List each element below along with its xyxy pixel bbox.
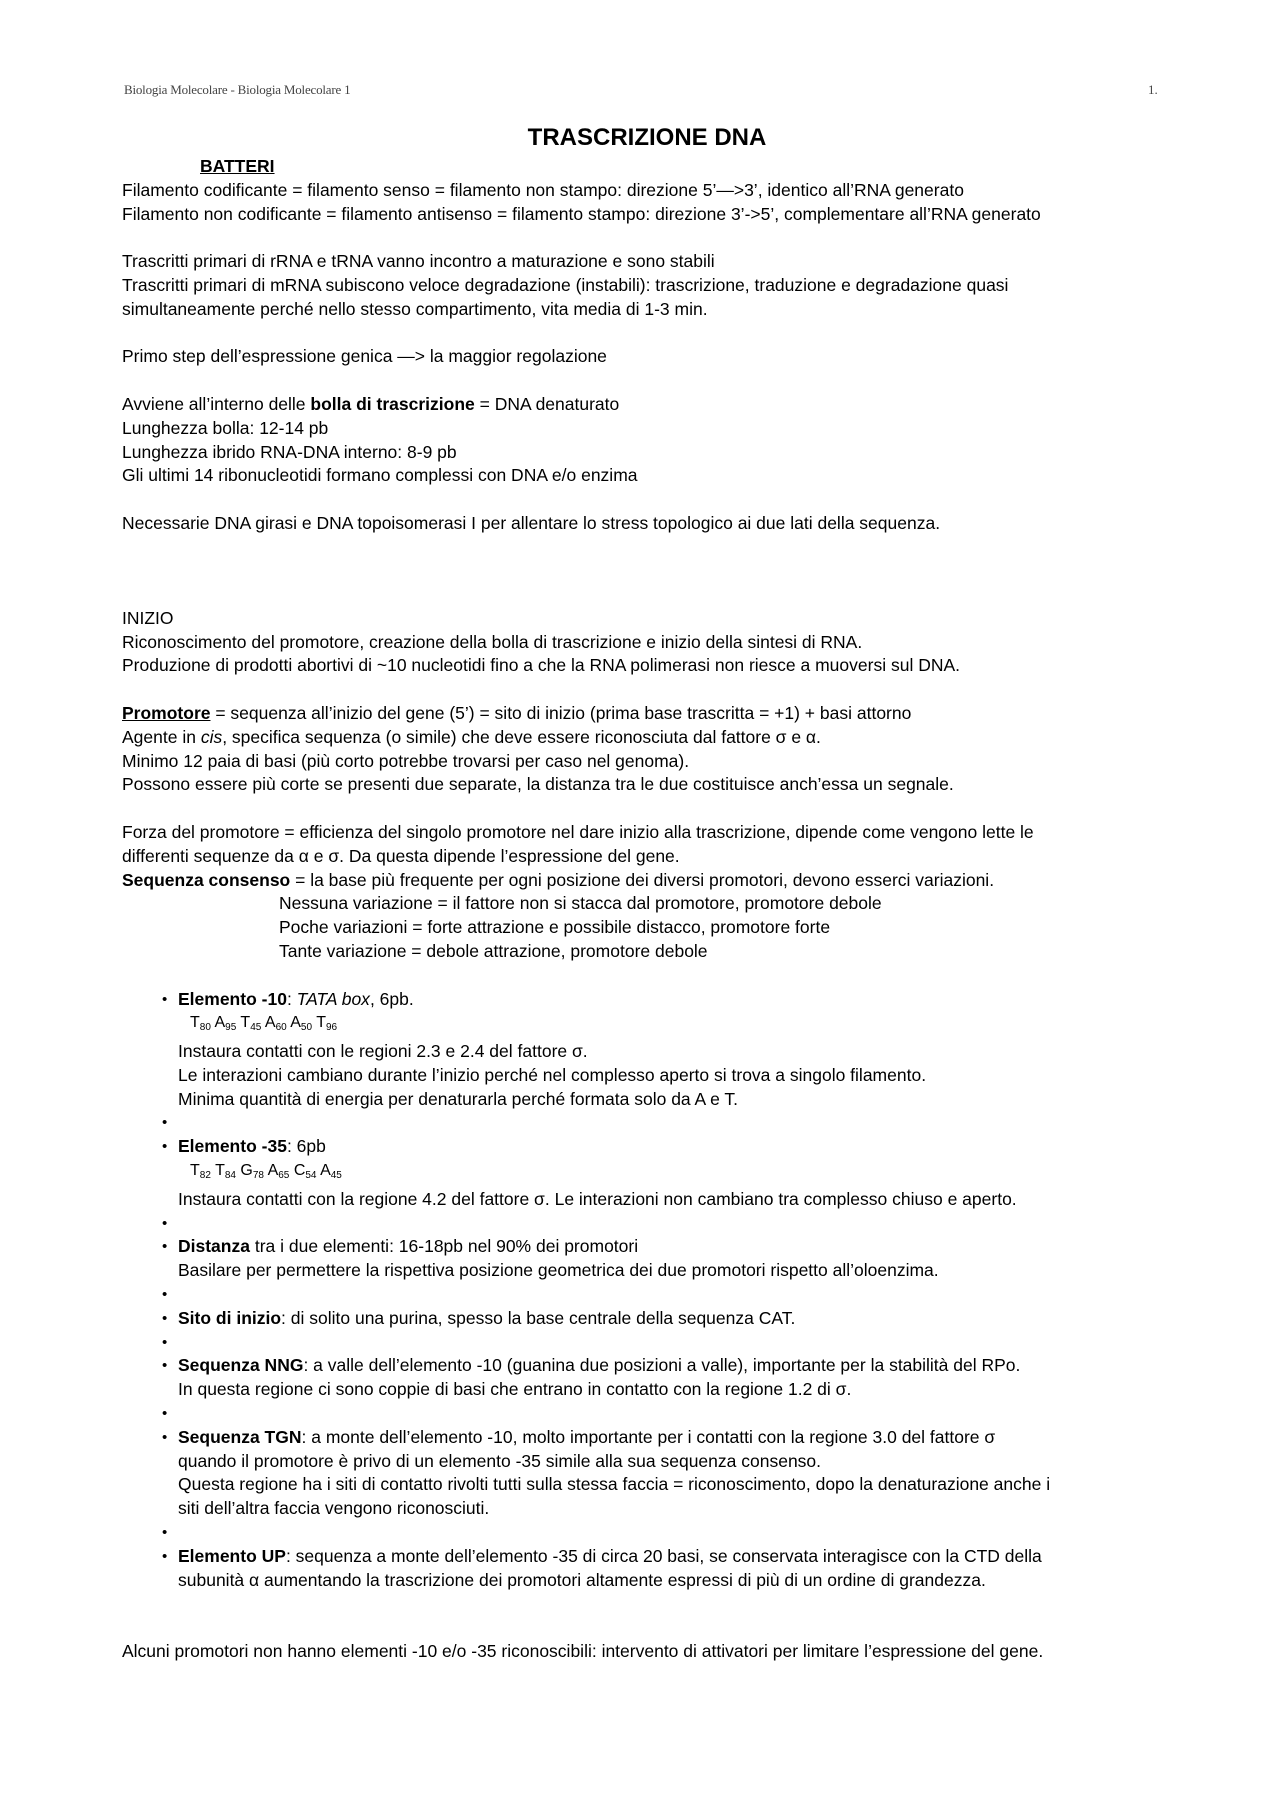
list-item: • Elemento UP: sequenza a monte dell’elemento -35 di circa 20 basi, se conservata interagisce con la CTD della subunità α aumentando la trascrizione dei promotori altamente espressi di più di un ordine di grandezza.: [122, 1545, 1172, 1593]
paragraph-line: Avviene all’interno delle bolla di trascrizione = DNA denaturato: [122, 393, 620, 414]
bold-term: Promotore: [122, 702, 211, 723]
list-item: • Sequenza NNG: a valle dell’elemento -10 (guanina due posizioni a valle), importante per la stabilità del RPo. In questa regione ci sono coppie di basi che entrano in contatto con la regione 1.2 di σ.: [122, 1354, 1172, 1402]
paragraph-line: Trascritti primari di rRNA e tRNA vanno incontro a maturazione e sono stabili: [122, 251, 715, 272]
indented-line: Tante variazione = debole attrazione, promotore debole: [279, 940, 708, 961]
section-subtitle: BATTERI: [200, 156, 275, 176]
consensus-sequence: $T_{80}$ $A_{95}$ $T_{45}$ $A_{60}$ $A_{50}$ $T_{96}$: [190, 1014, 338, 1034]
paragraph-line: differenti sequenze da α e σ. Da questa dipende l’espressione del gene.: [122, 845, 680, 866]
bold-term: Sequenza consenso: [122, 869, 291, 890]
bullet-list: [122, 988, 1172, 1593]
bold-term: Elemento -35: [178, 1136, 287, 1157]
paragraph-line: Produzione di prodotti abortivi di ~10 nucleotidi fino a che la RNA polimerasi non riesce a muoversi sul DNA.: [122, 655, 961, 676]
paragraph-line: Lunghezza ibrido RNA-DNA interno: 8-9 pb: [122, 441, 457, 462]
list-item: • Elemento -35: 6pb $T_{82}$ $T_{84}$ $G_{78}$ $A_{65}$ $C_{54}$ $A_{45}$ Instaura contatti con la regione 4.2 del fattore σ. Le interazioni non cambiano tra complesso chiuso e aperto.: [122, 1135, 1172, 1211]
page-number: 1.: [1148, 82, 1158, 97]
paragraph-line: Minimo 12 paia di basi (più corto potrebbe trovarsi per caso nel genoma).: [122, 750, 690, 771]
bold-term: Elemento -10: [178, 988, 287, 1009]
paragraph-line: Filamento codificante = filamento senso = filamento non stampo: direzione 5’—>3’, identico all’RNA generato: [122, 179, 964, 200]
paragraph-line: Agente in cis, specifica sequenza (o simile) che deve essere riconosciuta dal fattore σ e α.: [122, 726, 821, 747]
paragraph-line: Primo step dell’espressione genica —> la maggior regolazione: [122, 346, 607, 367]
list-item: • Sequenza TGN: a monte dell’elemento -10, molto importante per i contatti con la regione 3.0 del fattore σ quando il promotore è privo di un elemento -35 simile alla sua sequenza consenso. Questa regione ha i siti di contatto rivolti tutti sulla stessa faccia = riconoscimento, dopo la denaturazione anche i siti dell’altra faccia vengono riconosciuti.: [122, 1426, 1172, 1521]
paragraph-line: Riconoscimento del promotore, creazione della bolla di trascrizione e inizio della sintesi di RNA.: [122, 631, 863, 652]
page-title: TRASCRIZIONE DNA: [527, 124, 767, 151]
paragraph-line: Possono essere più corte se presenti due separate, la distanza tra le due costituisce anch’essa un segnale.: [122, 774, 954, 795]
paragraph-line: Promotore = sequenza all’inizio del gene (5’) = sito di inizio (prima base trascritta = +1) + basi attorno: [122, 702, 912, 723]
paragraph-line: Necessarie DNA girasi e DNA topoisomerasi I per allentare lo stress topologico ai due lati della sequenza.: [122, 512, 941, 533]
bold-term: Distanza: [178, 1236, 250, 1257]
list-item: • Elemento -10: TATA box, 6pb. $T_{80}$ $A_{95}$ $T_{45}$ $A_{60}$ $A_{50}$ $T_{96}$ Instaura contatti con le regioni 2.3 e 2.4 del fattore σ. Le interazioni cambiano durante l’inizio perché nel complesso aperto si trova a singolo filamento. Minima quantità di energia per denaturarla perché formata solo da A e T.: [122, 988, 1172, 1112]
paragraph-line: simultaneamente perché nello stesso compartimento, vita media di 1-3 min.: [122, 298, 708, 319]
paragraph-line: Lunghezza bolla: 12-14 pb: [122, 417, 329, 438]
bold-term: Sito di inizio: [178, 1307, 282, 1328]
bold-term: Sequenza TGN: [178, 1426, 302, 1447]
paragraph-line: Gli ultimi 14 ribonucleotidi formano complessi con DNA e/o enzima: [122, 465, 638, 486]
consensus-sequence: $T_{82}$ $T_{84}$ $G_{78}$ $A_{65}$ $C_{54}$ $A_{45}$: [190, 1162, 342, 1182]
paragraph-line: Filamento non codificante = filamento antisenso = filamento stampo: direzione 3’->5’, complementare all’RNA generato: [122, 203, 1041, 224]
indented-line: Poche variazioni = forte attrazione e possibile distacco, promotore forte: [279, 917, 831, 938]
list-item: • Sito di inizio: di solito una purina, spesso la base centrale della sequenza CAT.: [122, 1307, 1172, 1331]
bold-term: Elemento UP: [178, 1545, 286, 1566]
paragraph-line: Alcuni promotori non hanno elementi -10 e/o -35 riconoscibili: intervento di attivatori per limitare l’espressione del gene.: [122, 1641, 1044, 1662]
paragraph-line: Trascritti primari di mRNA subiscono veloce degradazione (instabili): trascrizione, traduzione e degradazione quasi: [122, 274, 1009, 295]
paragraph-line: Sequenza consenso = la base più frequente per ogni posizione dei diversi promotori, devono esserci variazioni.: [122, 869, 995, 890]
paragraph-line: Forza del promotore = efficienza del singolo promotore nel dare inizio alla trascrizione, dipende come vengono lette le: [122, 821, 1034, 842]
list-item: • Distanza tra i due elementi: 16-18pb nel 90% dei promotori Basilare per permettere la rispettiva posizione geometrica dei due promotori rispetto all’oloenzima.: [122, 1235, 1172, 1283]
bold-term: bolla di trascrizione: [310, 393, 475, 414]
running-header: Biologia Molecolare - Biologia Molecolare 1: [124, 82, 351, 97]
section-heading: INIZIO: [122, 607, 174, 628]
document-body: [122, 124, 1172, 1664]
bold-term: Sequenza NNG: [178, 1355, 304, 1376]
indented-line: Nessuna variazione = il fattore non si stacca dal promotore, promotore debole: [279, 893, 882, 914]
